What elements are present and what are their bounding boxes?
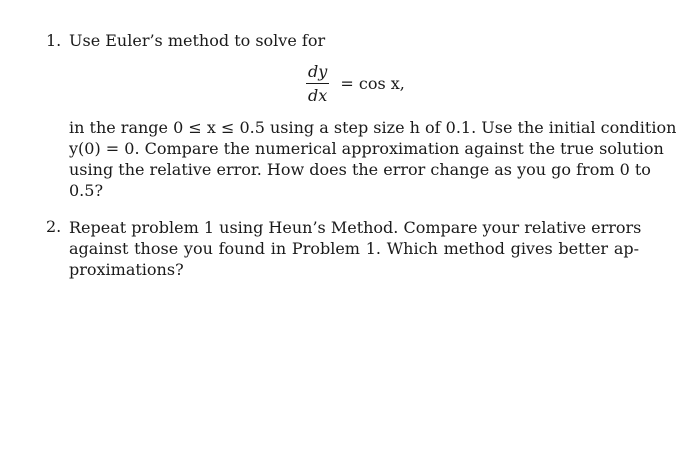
problem-1-number: 1.	[46, 31, 62, 50]
problem-1-line-1: in the range 0 ≤ x ≤ 0.5 using a step size h of 0.1. Use the initial condition	[69, 118, 677, 137]
equation-rhs: = cos x,	[340, 74, 405, 93]
problem-1-line-3: using the relative error. How does the error change as you go from 0 to	[69, 160, 651, 179]
equation-dy-dx	[306, 62, 405, 105]
problem-1-line-4: 0.5?	[69, 181, 104, 200]
fraction-numerator: dy	[308, 62, 328, 81]
derivative-fraction	[306, 62, 329, 105]
problem-1-line-2: y(0) = 0. Compare the numerical approximation against the true solution	[69, 139, 664, 158]
problem-1-paragraph	[69, 117, 677, 201]
problem-2-number: 2.	[46, 217, 62, 236]
problem-2-paragraph	[69, 217, 642, 280]
problem-1-prompt: Use Euler’s method to solve for	[69, 31, 326, 50]
problem-2-line-3: proximations?	[69, 260, 184, 279]
problem-2-line-1: Repeat problem 1 using Heun’s Method. Compare your relative errors	[69, 218, 642, 237]
fraction-bar	[306, 83, 329, 84]
problem-2-line-2: against those you found in Problem 1. Which method gives better ap-	[69, 239, 639, 258]
fraction-denominator: dx	[308, 86, 328, 105]
